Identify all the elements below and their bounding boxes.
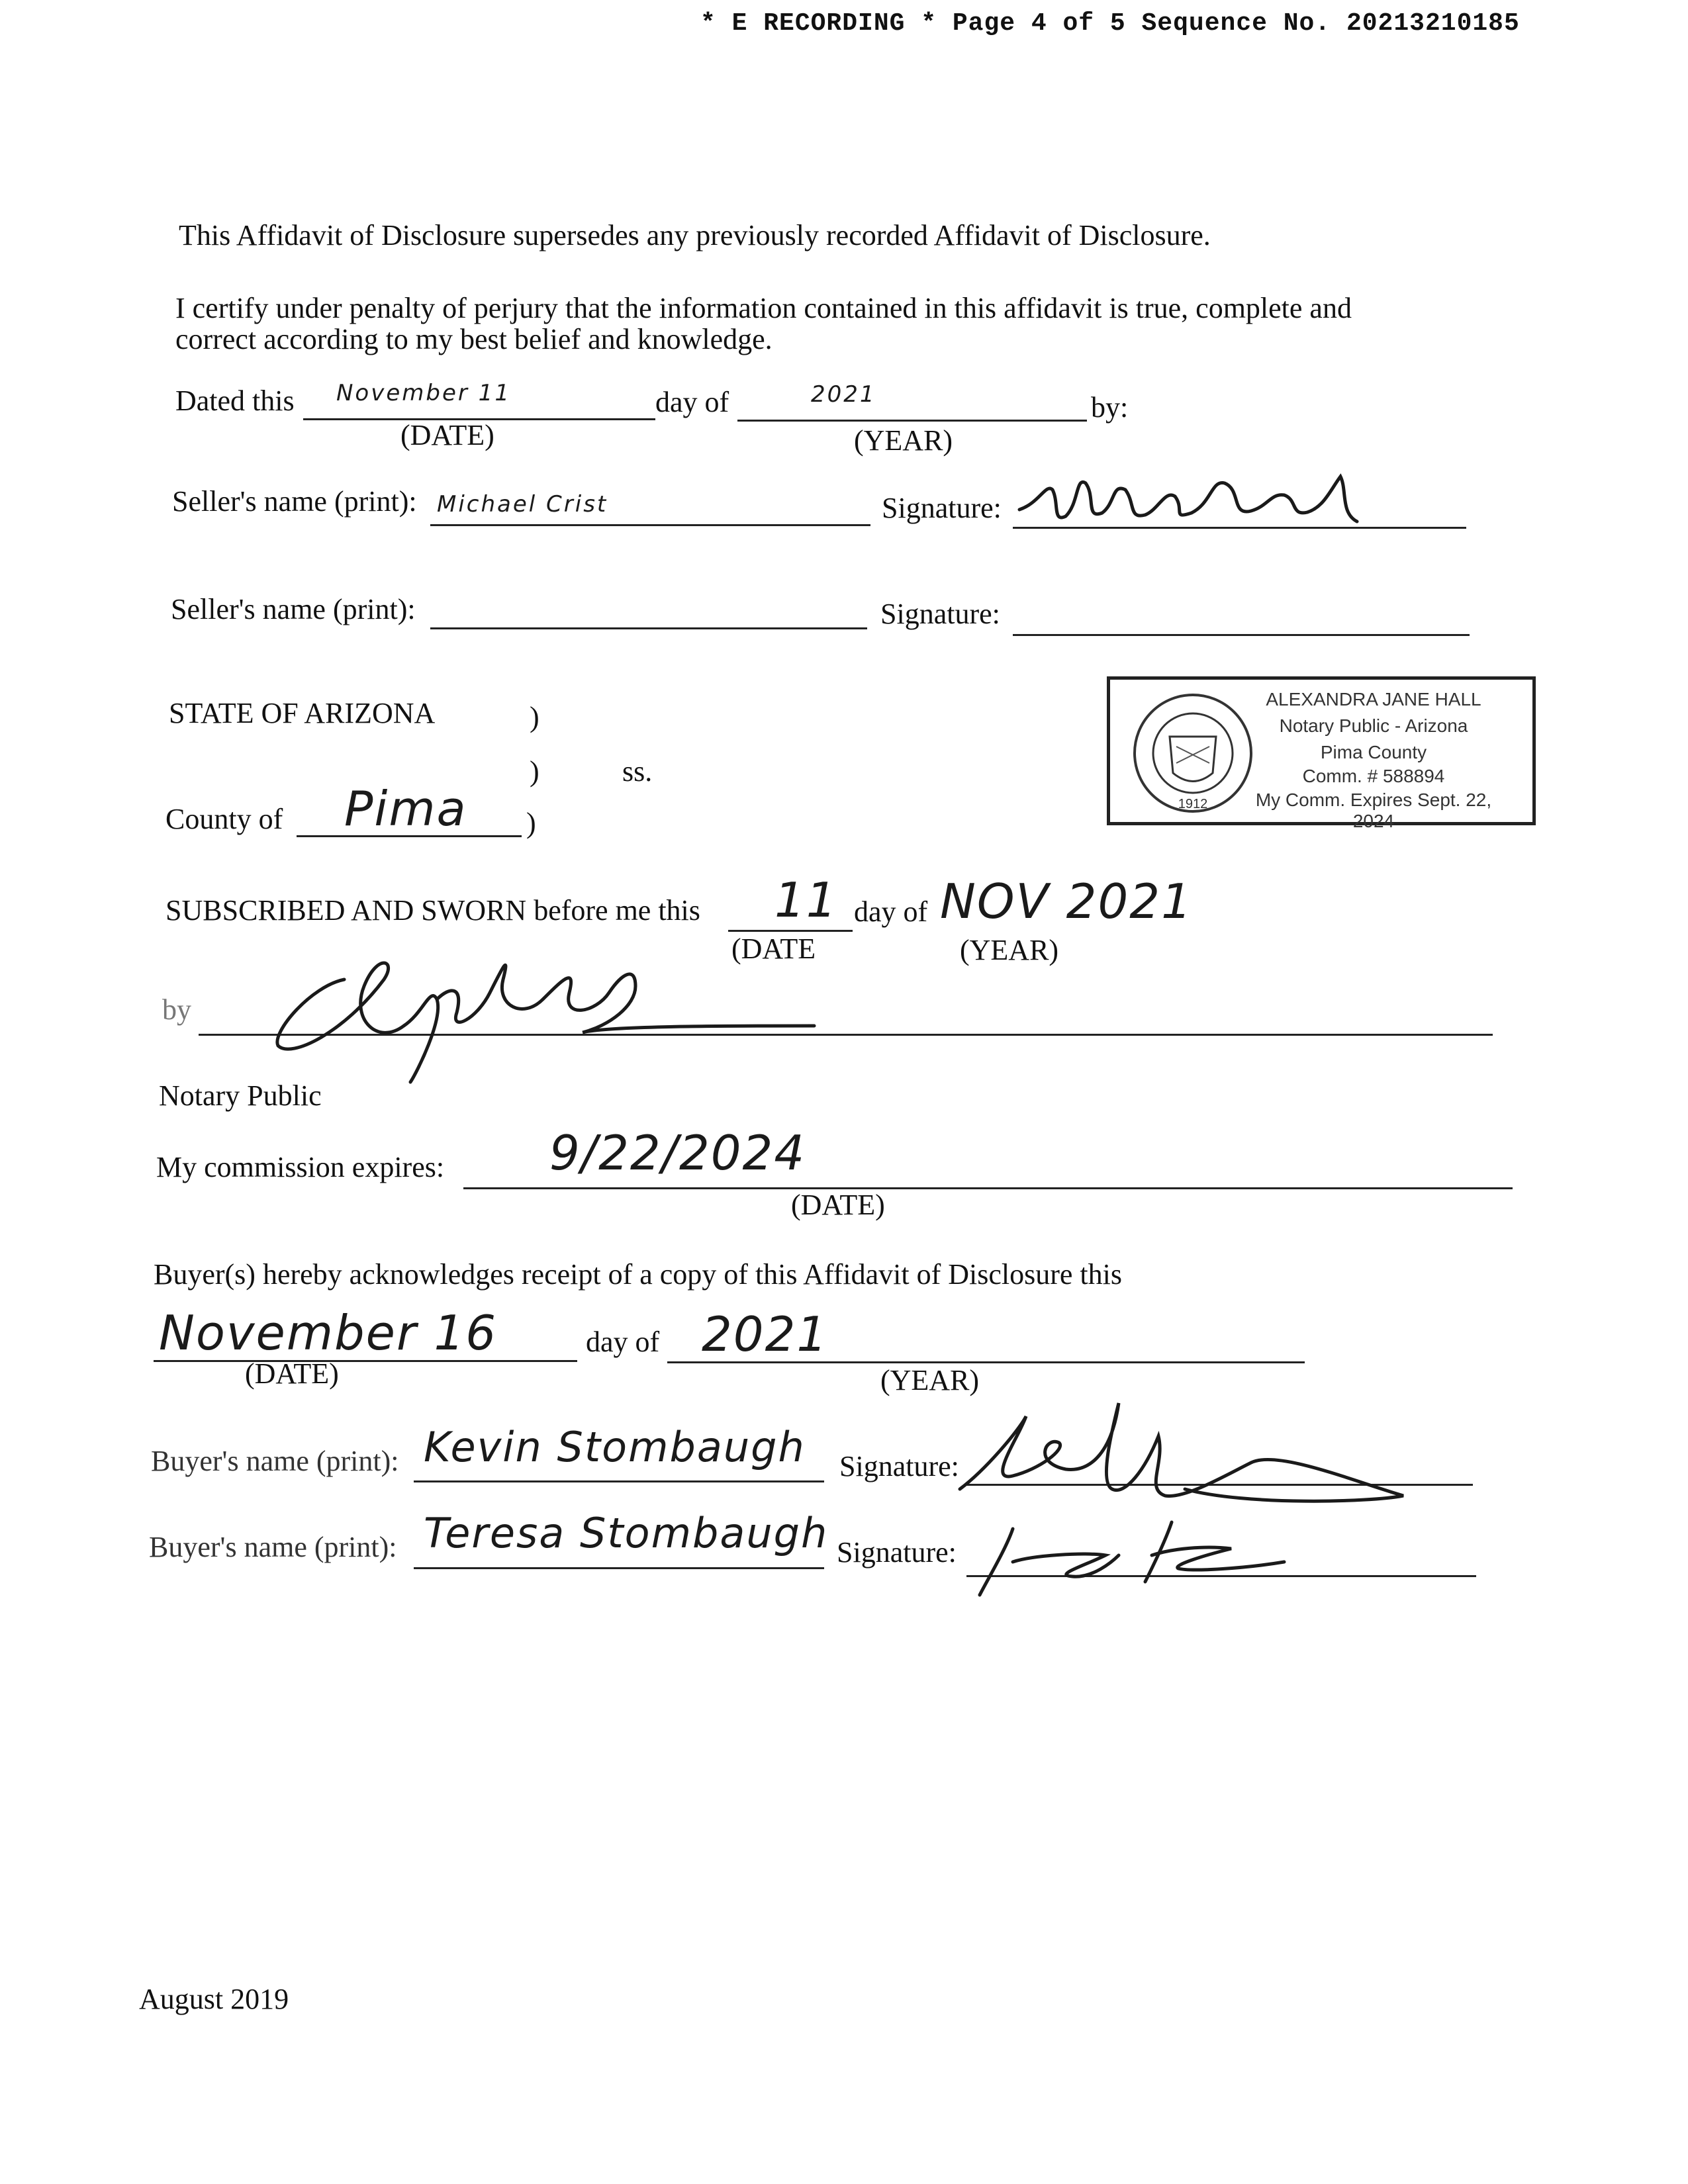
form-date-footer: August 2019 [139, 1983, 289, 2015]
subscribed-day-value: 11 [774, 872, 838, 928]
buyers-ack-year-caption: (YEAR) [880, 1364, 980, 1396]
venue-ss: ss. [622, 755, 653, 788]
seller1-signature [1013, 463, 1383, 536]
dated-label: Dated this [175, 385, 295, 417]
recording-header: * E RECORDING * Page 4 of 5 Sequence No. 20213210185 [700, 9, 1520, 38]
certify-statement-line2: correct according to my best belief and knowledge. [175, 323, 773, 355]
venue-paren-1: ) [530, 701, 539, 733]
notary-stamp-expires: My Comm. Expires Sept. 22, 2024 [1255, 790, 1492, 831]
buyer2-signature-label: Signature: [837, 1536, 957, 1569]
buyer2-name-value: Teresa Stombaugh [424, 1509, 829, 1557]
notary-stamp-county: Pima County [1320, 742, 1427, 762]
dated-year-caption: (YEAR) [854, 424, 953, 457]
county-label: County of [165, 803, 283, 835]
buyers-ack-statement: Buyer(s) hereby acknowledges receipt of a copy of this Affidavit of Disclosure this [154, 1258, 1122, 1291]
commission-caption: (DATE) [791, 1189, 885, 1221]
venue-paren-3: ) [526, 807, 536, 839]
notary-signature [265, 927, 834, 1085]
seller2-name-label: Seller's name (print): [171, 593, 416, 625]
venue-paren-2: ) [530, 755, 539, 788]
subscribed-by-label: by [162, 993, 191, 1026]
seller1-name-value: Michael Crist [437, 491, 608, 518]
buyer2-signature [953, 1516, 1297, 1602]
notary-stamp-title: Notary Public - Arizona [1279, 715, 1468, 736]
buyers-ack-year-value: 2021 [702, 1306, 829, 1362]
seller2-name-line [430, 627, 867, 629]
dated-date-caption: (DATE) [400, 419, 494, 451]
state-label: STATE OF ARIZONA [169, 697, 436, 729]
seller2-signature-line [1013, 634, 1470, 636]
seller1-name-label: Seller's name (print): [172, 485, 417, 518]
notary-stamp [1107, 676, 1536, 831]
seller1-name-line [430, 524, 870, 526]
buyer1-name-label: Buyer's name (print): [151, 1445, 399, 1477]
subscribed-year-value: NOV 2021 [940, 874, 1193, 929]
seller2-signature-label: Signature: [880, 598, 1000, 630]
buyer1-name-value: Kevin Stombaugh [424, 1423, 806, 1471]
seller1-signature-label: Signature: [882, 492, 1002, 524]
notary-stamp-name: ALEXANDRA JANE HALL [1266, 689, 1481, 709]
dated-by-label: by: [1091, 391, 1129, 424]
subscribed-label: SUBSCRIBED AND SWORN before me this [165, 894, 700, 927]
supersedes-statement: This Affidavit of Disclosure supersedes any previously recorded Affidavit of Disclosure. [179, 219, 1211, 251]
buyers-ack-date-caption: (DATE) [245, 1357, 339, 1390]
commission-line [463, 1187, 1513, 1189]
buyer2-name-label: Buyer's name (print): [149, 1531, 397, 1563]
buyer1-signature [947, 1390, 1410, 1509]
subscribed-day-of-label: day of [854, 895, 928, 928]
notary-stamp-comm: Comm. # 588894 [1302, 766, 1445, 786]
notary-public-label: Notary Public [159, 1079, 322, 1112]
buyer1-signature-label: Signature: [839, 1450, 959, 1482]
dated-year-value: 2021 [811, 381, 876, 408]
subscribed-date-caption: (DATE [731, 933, 816, 965]
dated-year-line [737, 420, 1087, 422]
dated-day-of-label: day of [655, 386, 729, 418]
commission-label: My commission expires: [156, 1151, 445, 1183]
buyer1-name-line [414, 1480, 824, 1482]
subscribed-year-caption: (YEAR) [960, 934, 1059, 966]
dated-date-value: November 11 [336, 380, 511, 406]
commission-value: 9/22/2024 [549, 1125, 806, 1181]
seal-year: 1912 [1178, 797, 1208, 811]
buyers-ack-date-value: November 16 [159, 1305, 498, 1361]
certify-statement-line1: I certify under penalty of perjury that the information contained in this affidavit is true, complete and [175, 292, 1352, 324]
buyer2-name-line [414, 1567, 824, 1569]
buyers-ack-day-of-label: day of [586, 1326, 660, 1358]
county-value: Pima [344, 781, 467, 837]
